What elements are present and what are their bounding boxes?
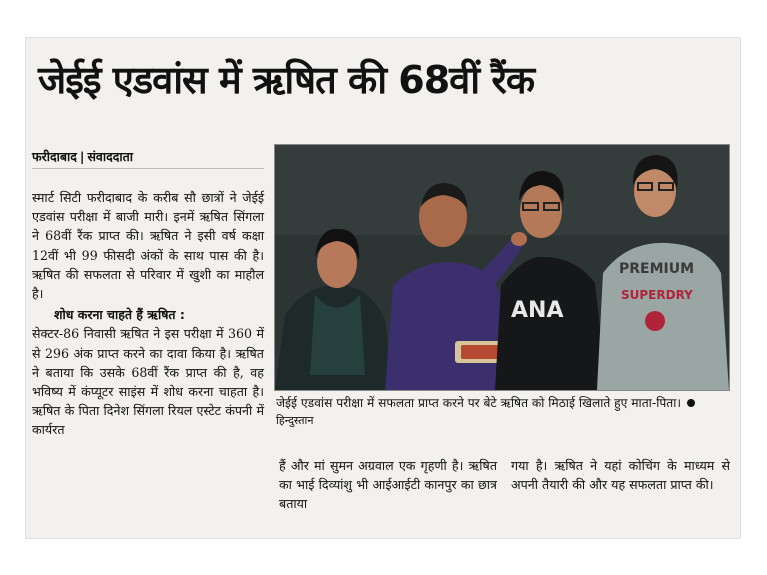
byline-rule (32, 168, 264, 169)
article-paragraph-4: गया है। ऋषित ने यहां कोचिंग के माध्यम से अपनी तैयारी की और यह सफलता प्राप्त की। (511, 458, 730, 493)
credit-text: हिन्दुस्तान (276, 414, 314, 427)
tshirt-text-premium: PREMIUM (619, 261, 695, 277)
article-paragraph-2: सेक्टर-86 निवासी ऋषित ने इस परीक्षा में 360 में से 296 अंक प्राप्त करने का दावा किया है। ऋषित ने बताया कि उसके 68वीं रैंक प्राप्त की है, वह भविष्य में कंप्यूटर साइंस में शोध करना चाहता है। ऋषित के पिता दिनेश सिंगला रियल एस्टेट कंपनी में कार्यरत (32, 326, 264, 438)
credit-bullet-icon (687, 399, 695, 407)
byline (32, 148, 133, 165)
family-photo-illustration (275, 145, 729, 390)
tshirt-text-superdry: SUPERDRY (621, 288, 693, 302)
article-column-3 (511, 456, 730, 494)
subheading: शोध करना चाहते हैं ऋषित : (54, 307, 185, 323)
byline-place: फरीदाबाद (32, 149, 77, 164)
byline-separator: | (79, 149, 85, 164)
newspaper-clipping (26, 38, 740, 538)
headline: जेईई एडवांस में ऋषित की 68वीं रैंक (38, 58, 535, 102)
caption-text: जेईई एडवांस परीक्षा में सफलता प्राप्त करने पर बेटे ऋषित को मिठाई खिलाते हुए माता-पिता। (276, 396, 682, 410)
article-paragraph-3: हैं और मां सुमन अग्रवाल एक गृहणी है। ऋषित का भाई दिव्यांशु भी आईआईटी कानपुर का छात्र बताया (279, 458, 497, 512)
article-column-2 (279, 456, 497, 514)
tshirt-text-ana: ANA (511, 298, 564, 323)
photo-caption (276, 395, 730, 429)
article-paragraph-1: स्मार्ट सिटी फरीदाबाद के करीब सौ छात्रों ने जेईई एडवांस परीक्षा में बाजी मारी। इनमें ऋषित सिंगला ने 68वीं रैंक प्राप्त की। ऋषित ने इसी वर्ष कक्षा 12वीं भी 99 फीसदी अंकों के साथ पास की है। ऋषित की सफलता से परिवार में खुशी का माहौल है। (32, 190, 264, 302)
news-photo (274, 144, 730, 391)
byline-author: संवाददाता (87, 149, 133, 164)
article-column-1 (32, 188, 264, 440)
